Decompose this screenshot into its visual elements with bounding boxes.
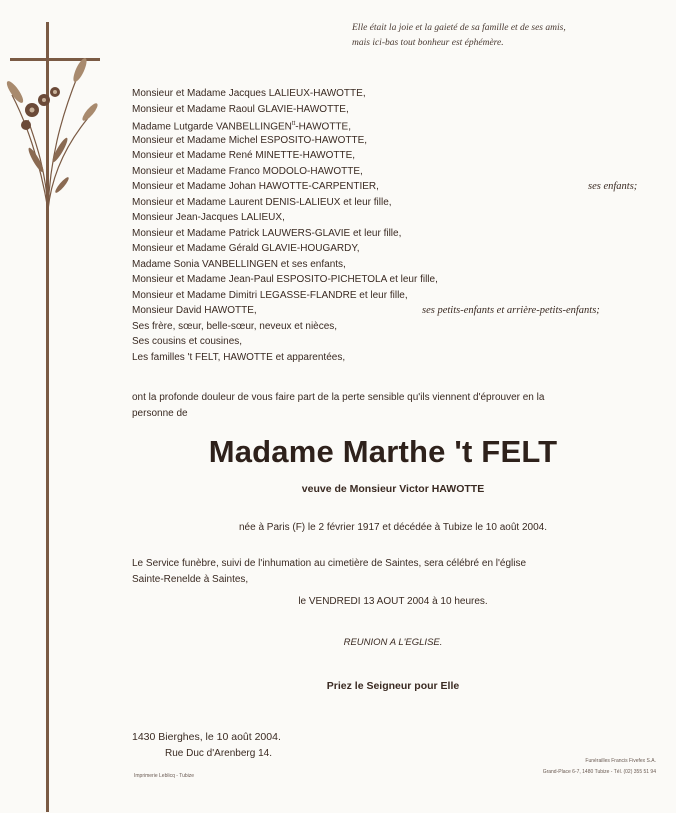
family-name: Monsieur et Madame Michel ESPOSITO-HAWOTTE, (132, 134, 368, 146)
street-address: Rue Duc d'Arenberg 14. (165, 748, 272, 759)
family-row (132, 117, 662, 133)
family-name: Madame Sonia VANBELLINGEN et ses enfants, (132, 258, 346, 270)
printer-credit: Imprimerie Leblicq - Tubize (134, 773, 195, 779)
family-name: Ses cousins et cousines, (132, 336, 243, 347)
family-name: Monsieur et Madame Raoul GLAVIE-HAWOTTE, (132, 103, 349, 115)
family-name-suffix: -HAWOTTE, (295, 121, 351, 133)
family-name: Madame Lutgarde VANBELLINGEN (132, 121, 292, 133)
funeral-home-name: Funérailles Francis Fivefex S.A. (585, 758, 656, 764)
family-row (132, 179, 662, 195)
prayer-line: Priez le Seigneur pour Elle (326, 680, 460, 692)
funeral-service-text (132, 556, 652, 588)
family-row (132, 272, 662, 288)
service-line: Sainte-Renelde à Saintes, (132, 574, 249, 585)
family-row (132, 164, 662, 180)
deceased-name: Madame Marthe 't FELT (208, 434, 558, 469)
family-row (132, 226, 662, 242)
family-name: Monsieur et Madame Patrick LAUWERS-GLAVIE et leur fille, (132, 227, 402, 239)
family-name: Les familles 't FELT, HAWOTTE et apparentées, (132, 351, 346, 363)
quote-line: Elle était la joie et la gaieté de sa famille et de ses amis, (352, 23, 566, 33)
service-line: Le Service funèbre, suivi de l'inhumation au cimetière de Saintes, sera célébré en l'église (132, 558, 527, 569)
family-name: Monsieur et Madame Laurent DENIS-LALIEUX et leur fille, (132, 196, 392, 208)
announcement-text (132, 390, 652, 422)
family-row (132, 319, 662, 335)
family-relation-note: ses enfants; (588, 181, 638, 192)
family-name: Monsieur et Madame René MINETTE-HAWOTTE, (132, 150, 356, 161)
family-relation-note: ses petits-enfants et arrière-petits-enfants; (422, 305, 600, 316)
family-name: Monsieur et Madame Gérald GLAVIE-HOUGARDY, (132, 243, 360, 254)
family-row (132, 257, 662, 273)
announcement-line: ont la profonde douleur de vous faire part de la perte sensible qu'ils viennent d'éprouver en la (132, 392, 545, 403)
epitaph-quote (352, 21, 652, 51)
family-row (132, 303, 662, 319)
family-name: Monsieur et Madame Dimitri LEGASSE-FLANDRE et leur fille, (132, 289, 408, 301)
meeting-location: REUNION A L'EGLISE. (343, 637, 443, 648)
service-date: le VENDREDI 13 AOUT 2004 à 10 heures. (298, 596, 488, 607)
family-name: Monsieur et Madame Jacques LALIEUX-HAWOTTE, (132, 88, 366, 99)
family-list (132, 86, 662, 365)
family-row (132, 102, 662, 118)
family-name-superscript: tt (291, 121, 296, 127)
quote-line: mais ici-bas tout bonheur est éphémère. (352, 38, 504, 48)
funeral-home-credit (500, 756, 656, 778)
family-row (132, 241, 662, 257)
family-name: Monsieur et Madame Jean-Paul ESPOSITO-PICHETOLA et leur fille, (132, 274, 438, 285)
family-name: Monsieur et Madame Johan HAWOTTE-CARPENTIER, (132, 181, 379, 192)
family-row (132, 133, 662, 149)
birth-death-info: née à Paris (F) le 2 février 1917 et décédée à Tubize le 10 août 2004. (239, 522, 547, 533)
family-name: Ses frère, sœur, belle-sœur, neveux et nièces, (132, 320, 338, 332)
family-row (132, 288, 662, 304)
widow-of: veuve de Monsieur Victor HAWOTTE (301, 483, 485, 495)
family-row (132, 148, 662, 164)
funeral-home-address: Grand-Place 6-7, 1480 Tubize - Tél. (02) 355 51 94 (542, 769, 656, 775)
family-row (132, 334, 662, 350)
family-name: Monsieur David HAWOTTE, (132, 305, 257, 316)
family-row (132, 195, 662, 211)
announcement-line: personne de (132, 408, 188, 419)
family-name: Monsieur Jean-Jacques LALIEUX, (132, 212, 285, 223)
place-date: 1430 Bierghes, le 10 août 2004. (132, 731, 281, 743)
family-row (132, 86, 662, 102)
family-name: Monsieur et Madame Franco MODOLO-HAWOTTE, (132, 165, 363, 177)
family-row (132, 350, 662, 366)
family-row (132, 210, 662, 226)
